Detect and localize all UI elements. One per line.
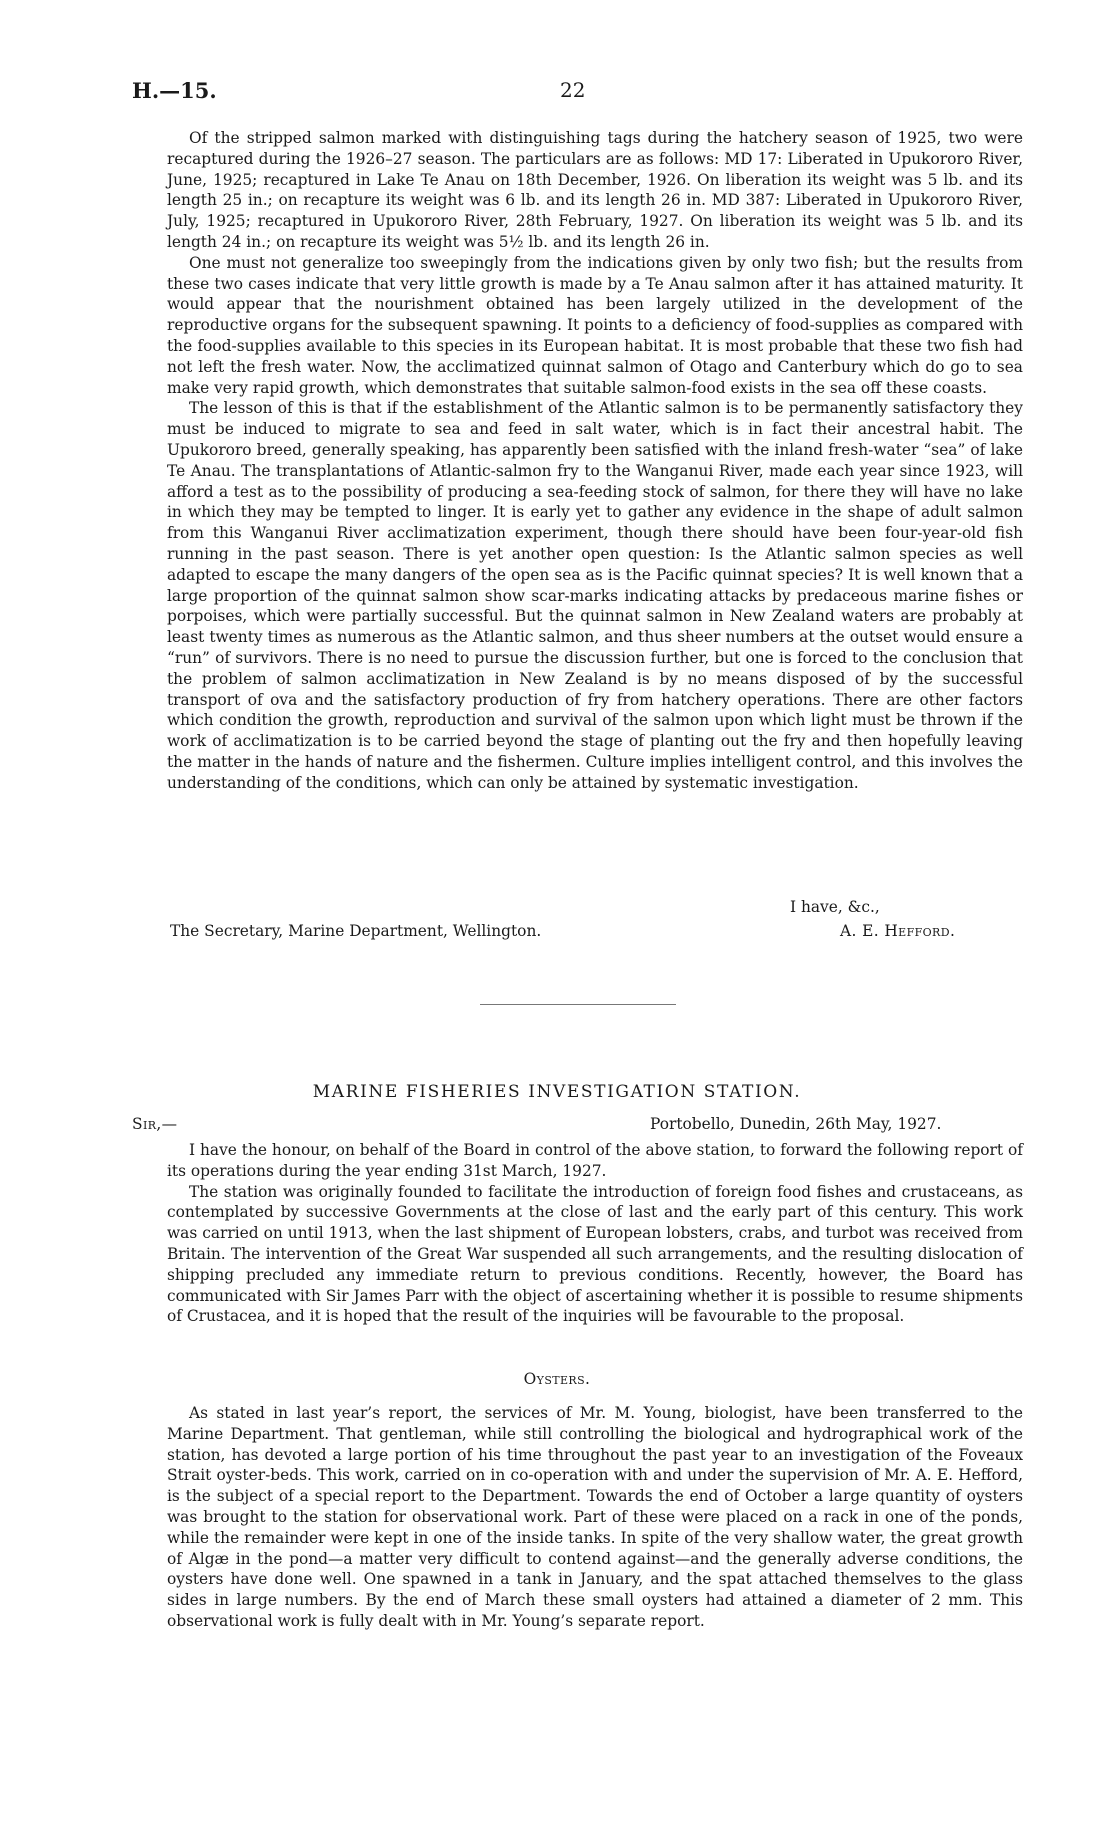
salutation: Sir,— xyxy=(132,1115,178,1133)
paragraph-oysters: As stated in last year’s report, the services of Mr. M. Young, biologist, have been transferred to the Marine Department. That gentleman, while still controlling the biological and hydrographical work of the station, has devoted a large portion of his time throughout the past year to an investigation of the Foveaux Strait oyster-beds. This work, carried on in co-operation with and under the supervision of Mr. A. E. Hefford, is the subject of a special report to the Department. Towards the end of October a large quantity of oysters was brought to the station for observational work. Part of these were placed on a rack in one of the ponds, while the remainder were kept in one of the inside tanks. In spite of the very shallow water, the great growth of Algæ in the pond—a matter very difficult to contend against—and the generally adverse conditions, the oysters have done well. One spawned in a tank in January, and the spat attached themselves to the glass sides in large numbers. By the end of March these small oysters had attained a diameter of 2 mm. This observational work is fully dealt with in Mr. Young’s separate report. xyxy=(167,1404,1023,1630)
page-number: 22 xyxy=(560,78,586,102)
station-report-body xyxy=(167,1140,1023,1327)
dateline: Portobello, Dunedin, 26th May, 1927. xyxy=(650,1115,942,1133)
hefford-report-body xyxy=(167,128,1023,794)
addressee: The Secretary, Marine Department, Wellington. xyxy=(170,922,542,940)
subheading-oysters: Oysters. xyxy=(523,1370,591,1388)
paragraph-station-history: The station was originally founded to facilitate the introduction of foreign food fishes and crustaceans, as contemplated by successive Governments at the close of last and the early part of this century. This work was carried on until 1913, when the last shipment of European lobsters, crabs, and turbot was received from Britain. The intervention of the Great War suspended all such arrangements, and the resulting dislocation of shipping precluded any immediate return to previous conditions. Recently, however, the Board has communicated with Sir James Parr with the object of ascertaining whether it is possible to resume shipments of Crustacea, and it is hoped that the result of the inquiries will be favourable to the proposal. xyxy=(167,1182,1023,1326)
closing-phrase: I have, &c., xyxy=(790,898,880,916)
section-title: MARINE FISHERIES INVESTIGATION STATION. xyxy=(312,1082,802,1102)
oysters-body xyxy=(167,1403,1023,1632)
paragraph-recaptures: Of the stripped salmon marked with distinguishing tags during the hatchery season of 1925, two were recaptured during the 1926–27 season. The particulars are as follows: MD 17: Liberated in Upukororo River, June, 1925; recaptured in Lake Te Anau on 18th December, 1926. On liberation its weight was 5 lb. and its length 25 in.; on recapture its weight was 6 lb. and its length 26 in. MD 387: Liberated in Upukororo River, July, 1925; recaptured in Upukororo River, 28th February, 1927. On liberation its weight was 5 lb. and its length 24 in.; on recapture its weight was 5½ lb. and its length 26 in. xyxy=(167,129,1023,251)
document-reference: H.—15. xyxy=(132,78,217,103)
signatory: A. E. Hefford. xyxy=(840,922,956,940)
page-header xyxy=(0,78,1114,108)
paragraph-lesson: The lesson of this is that if the establishment of the Atlantic salmon is to be permanently satisfactory they must be induced to migrate to sea and feed in salt water, which is in fact their ancestral habit. The Upukororo breed, generally speaking, has apparently been satisfied with the inland fresh-water “sea” of lake Te Anau. The transplantations of Atlantic-salmon fry to the Wanganui River, made each year since 1923, will afford a test as to the possibility of producing a sea-feeding stock of salmon, for there they will have no lake in which they may be tempted to linger. It is early yet to gather any evidence in the shape of adult salmon from this Wanganui River acclimatization experiment, though there should have been four-year-old fish running in the past season. There is yet another open question: Is the Atlantic salmon species as well adapted to escape the many dangers of the open sea as is the Pacific quinnat species? It is well known that a large proportion of the quinnat salmon show scar-marks indicating attacks by predaceous marine fishes or porpoises, which were partially successful. But the quinnat salmon in New Zealand waters are probably at least twenty times as numerous as the Atlantic salmon, and thus sheer numbers at the outset would ensure a “run” of survivors. There is no need to pursue the discussion further, but one is forced to the conclusion that the problem of salmon acclimatization in New Zealand is by no means disposed of by the successful transport of ova and the satisfactory production of fry from hatchery operations. There are other factors which condition the growth, reproduction and survival of the salmon upon which light must be thrown if the work of acclimatization is to be carried beyond the stage of planting out the fry and then hopefully leaving the matter in the hands of nature and the fishermen. Culture implies intelligent control, and this involves the understanding of the conditions, which can only be attained by systematic investigation. xyxy=(167,399,1023,792)
paragraph-honour: I have the honour, on behalf of the Board in control of the above station, to forward the following report of its operations during the year ending 31st March, 1927. xyxy=(167,1141,1023,1180)
paragraph-growth: One must not generalize too sweepingly from the indications given by only two fish; but the results from these two cases indicate that very little growth is made by a Te Anau salmon after it has attained maturity. It would appear that the nourishment obtained has been largely utilized in the development of the reproductive organs for the subsequent spawning. It points to a deficiency of food-supplies as compared with the food-supplies available to this species in its European habitat. It is most probable that these two fish had not left the fresh water. Now, the acclimatized quinnat salmon of Otago and Canterbury which do go to sea make very rapid growth, which demonstrates that suitable salmon-food exists in the sea off these coasts. xyxy=(167,253,1023,397)
section-divider xyxy=(480,1004,676,1005)
